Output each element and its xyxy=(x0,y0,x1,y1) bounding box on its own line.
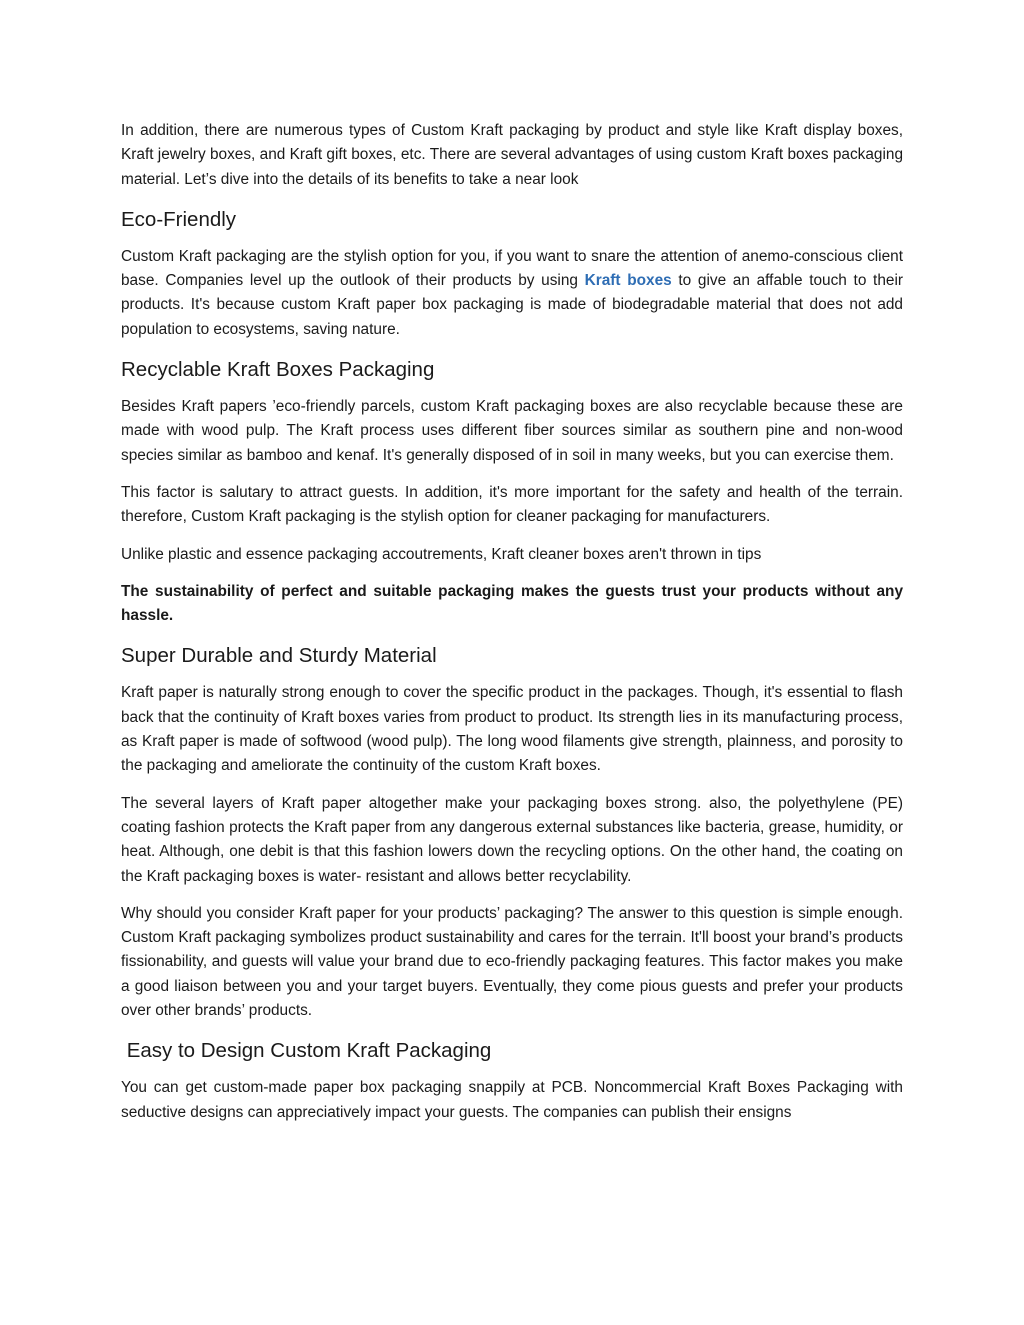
intro-paragraph: In addition, there are numerous types of Custom Kraft packaging by product and style like Kraft display boxes, Kraft jewelry boxes, and Kraft gift boxes, etc. There are several advantages of using custom Kraft boxes packaging material. Let’s dive into the details of its benefits to take a near look xyxy=(121,122,903,188)
recyclable-paragraph-3: Unlike plastic and essence packaging accoutrements, Kraft cleaner boxes aren't thrown in tips xyxy=(121,545,762,563)
eco-friendly-text-before-link: Custom Kraft packaging are the stylish option for you, if you want to snare the attention of anemo-conscious client base. Companies level up the outlook of their products by using xyxy=(121,247,903,290)
kraft-boxes-link[interactable]: Kraft boxes xyxy=(584,272,672,290)
heading-super-durable: Super Durable and Sturdy Material xyxy=(121,644,437,668)
recyclable-paragraph-2: This factor is salutary to attract guests. In addition, it's more important for the safety and health of the terrain. therefore, Custom Kraft packaging is the stylish option for cleaner packaging for manufacturers. xyxy=(121,483,903,526)
eco-friendly-paragraph xyxy=(121,245,903,342)
durable-paragraph-1: Kraft paper is naturally strong enough to cover the specific product in the packages. Though, it's essential to flash back that the continuity of Kraft boxes varies from product to product. Its strength lies in its manufacturing process, as Kraft paper is made of softwood (wood pulp). The long wood filaments give strength, plainness, and porosity to the packaging and ameliorate the continuity of the custom Kraft boxes. xyxy=(121,684,903,775)
design-paragraph-1: You can get custom-made paper box packaging snappily at PCB. Noncommercial Kraft Boxes Packaging with seductive designs can appreciatively impact your guests. The companies can publish their ensigns xyxy=(121,1079,903,1121)
document-page xyxy=(121,119,903,1138)
heading-eco-friendly: Eco-Friendly xyxy=(121,207,237,231)
recyclable-paragraph-1: Besides Kraft papers ’eco-friendly parcels, custom Kraft packaging boxes are also recyclable because these are made with wood pulp. The Kraft process uses different fiber sources similar as southern pine and non-wood species similar as bamboo and kenaf. It's generally disposed of in soil in many weeks, but you can exercise them. xyxy=(121,398,903,464)
heading-recyclable: Recyclable Kraft Boxes Packaging xyxy=(121,358,435,382)
durable-paragraph-3: Why should you consider Kraft paper for your products’ packaging? The answer to this question is simple enough. Custom Kraft packaging symbolizes product sustainability and cares for the terrain. It'll boost your brand’s products fissionability, and guests will value your brand due to eco-friendly packaging features. This factor makes you make a good liaison between you and your target buyers. Eventually, they come pious guests and prefer your products over other brands’ products. xyxy=(121,904,903,1020)
durable-paragraph-2: The several layers of Kraft paper altogether make your packaging boxes strong. also, the polyethylene (PE) coating fashion protects the Kraft paper from any dangerous external substances like bacteria, grease, humidity, or heat. Although, one debit is that this fashion lowers down the recycling options. On the other hand, the coating on the Kraft packaging boxes is water- resistant and allows better recyclability. xyxy=(121,794,903,885)
eco-friendly-text-after-link: to give an affable touch to their products. It's because custom Kraft paper box packaging is made of biodegradable material that does not add population to ecosystems, saving nature. xyxy=(121,272,904,338)
heading-easy-to-design: Easy to Design Custom Kraft Packaging xyxy=(121,1039,492,1063)
recyclable-bold-paragraph: The sustainability of perfect and suitable packaging makes the guests trust your products without any hassle. xyxy=(121,582,903,625)
